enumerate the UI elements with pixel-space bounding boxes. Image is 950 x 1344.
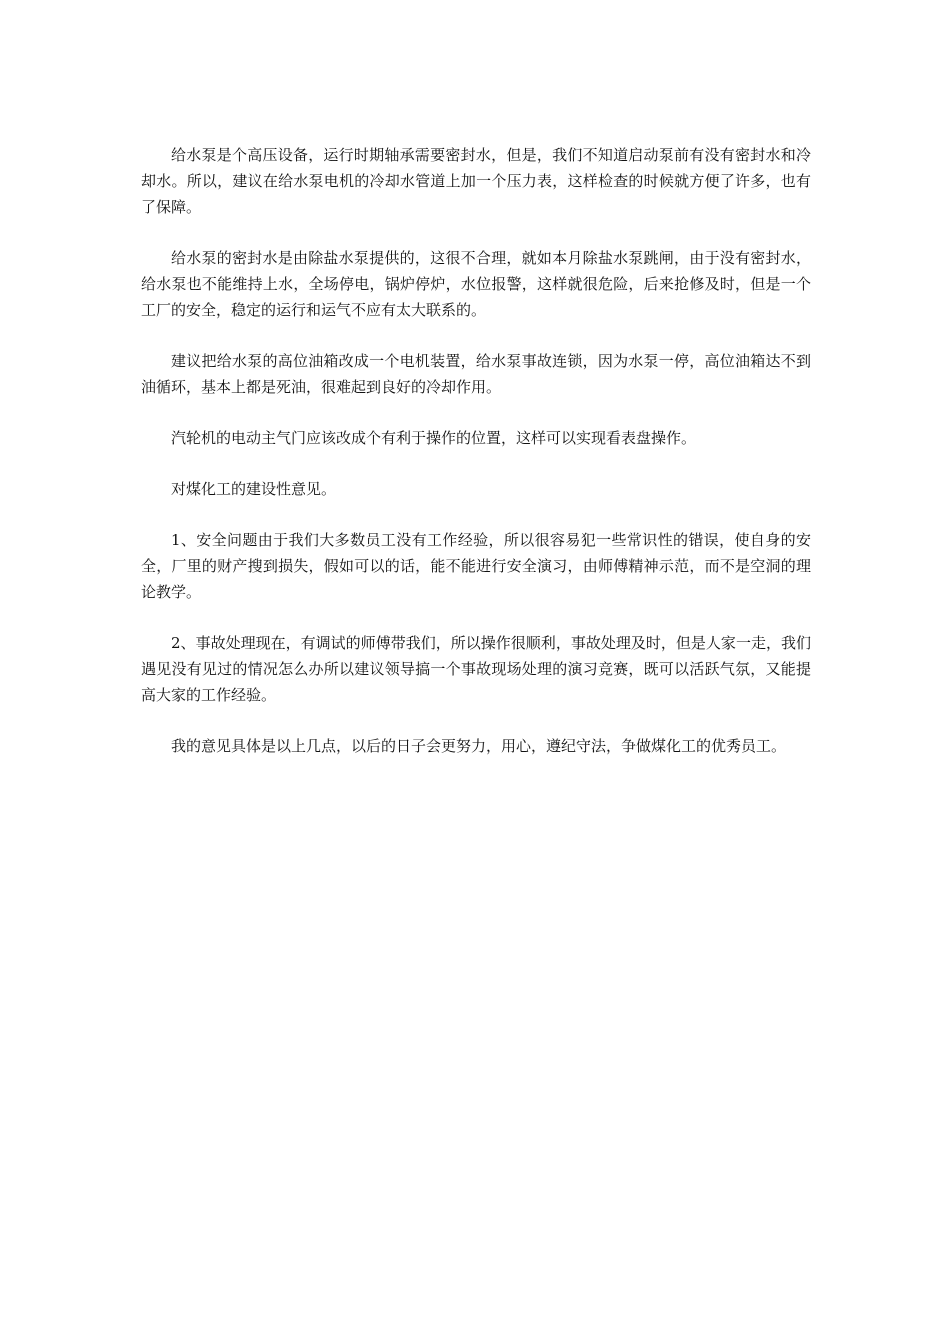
- paragraph-accident-handling: 2、事故处理现在，有调试的师傅带我们，所以操作很顺利，事故处理及时，但是人家一走，我们遇见没有见过的情况怎么办所以建议领导搞一个事故现场处理的演习竞赛，既可以活跃气氛，又能提高大家的工作经验。: [141, 634, 811, 704]
- paragraph-seal-water-source: 给水泵的密封水是由除盐水泵提供的，这很不合理，就如本月除盐水泵跳闸，由于没有密封水，给水泵也不能维持上水，全场停电，锅炉停炉，水位报警，这样就很危险，后来抢修及时，但是一个工厂的安全，稳定的运行和运气不应有太大联系的。: [141, 249, 811, 319]
- paragraph-conclusion: 我的意见具体是以上几点，以后的日子会更努力，用心，遵纪守法，争做煤化工的优秀员工。: [171, 737, 787, 755]
- paragraph-safety: 1、安全问题由于我们大多数员工没有工作经验，所以很容易犯一些常识性的错误，使自身的安全，厂里的财产搜到损失，假如可以的话，能不能进行安全演习，由师傅精神示范，而不是空洞的理论教学。: [141, 531, 811, 601]
- paragraph-main-valve: 汽轮机的电动主气门应该改成个有利于操作的位置，这样可以实现看表盘操作。: [171, 429, 697, 447]
- paragraph-section-heading: 对煤化工的建设性意见。: [171, 480, 337, 498]
- document-body: [141, 142, 811, 784]
- paragraph-oil-tank: 建议把给水泵的高位油箱改成一个电机装置，给水泵事故连锁，因为水泵一停，高位油箱达不到油循环，基本上都是死油，很难起到良好的冷却作用。: [141, 352, 811, 396]
- paragraph-feedwater-seal: 给水泵是个高压设备，运行时期轴承需要密封水，但是，我们不知道启动泵前有没有密封水和冷却水。所以，建议在给水泵电机的冷却水管道上加一个压力表，这样检查的时候就方便了许多，也有了保障。: [141, 146, 811, 216]
